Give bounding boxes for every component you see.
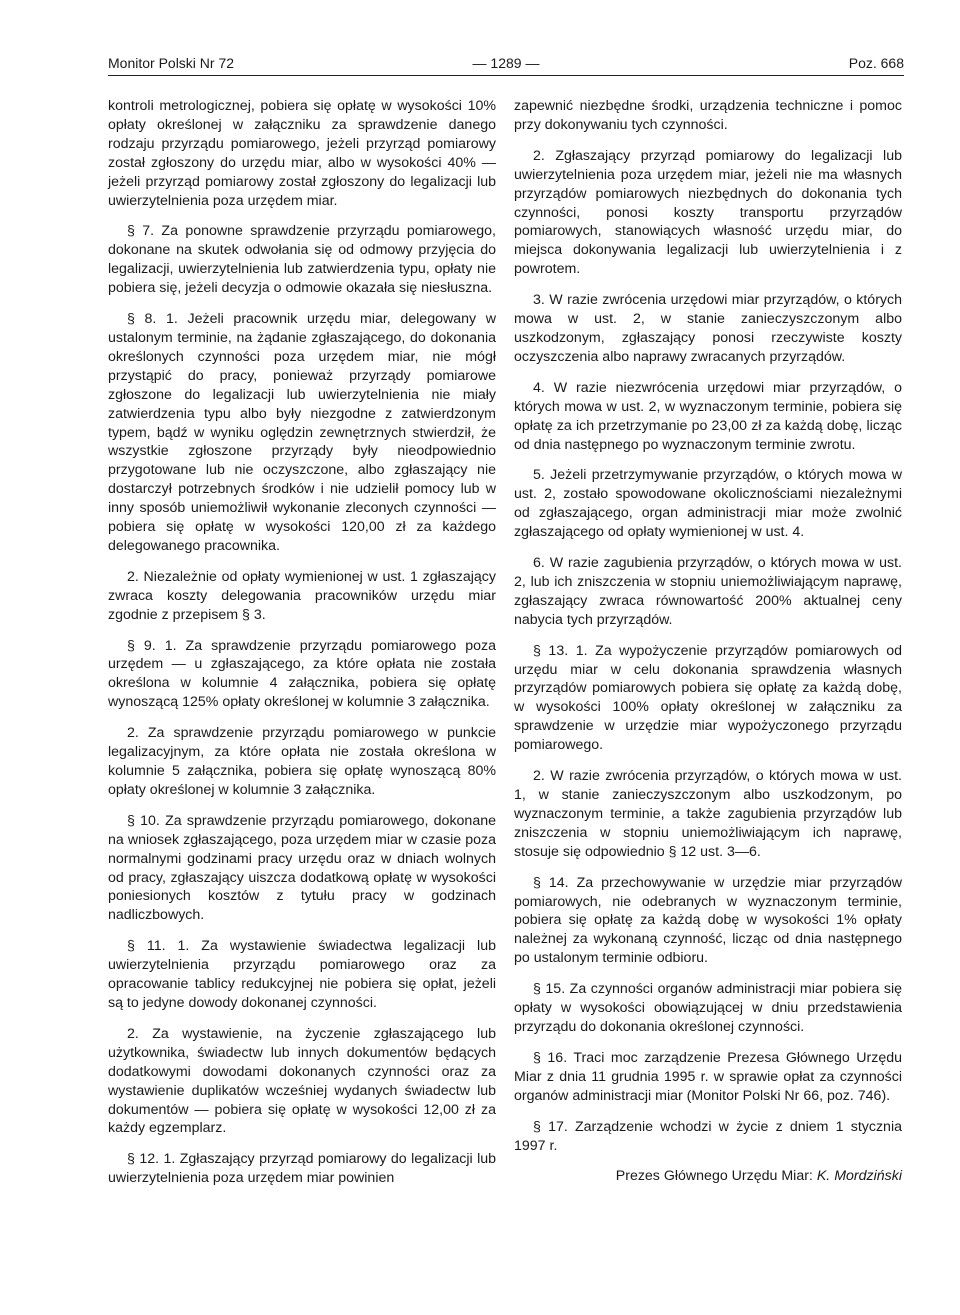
page-number: — 1289 — xyxy=(472,55,540,71)
paragraph: § 10. Za sprawdzenie przyrządu pomiarowego, dokonane na wniosek zgłaszającego, poza urzędem miar w czasie poza normalnymi godzinami pracy urzędu oraz w dniach wolnych od pracy, zgłaszający uiszcza dodatkową opłatę w wysokości poniesionych kosztów z tytułu pracy w godzinach nadliczbowych. xyxy=(108,812,496,924)
paragraph: § 9. 1. Za sprawdzenie przyrządu pomiarowego poza urzędem — u zgłaszającego, za które opłata nie została określona w kolumnie 4 załącznika, pobiera się opłatę wynoszącą 125% opłaty określonej w kolumnie 3 załącznika. xyxy=(108,637,496,711)
paragraph: § 8. 1. Jeżeli pracownik urzędu miar, delegowany w ustalonym terminie, na żądanie zgłaszającego, do dokonania określonych czynności poza urzędem miar, nie mógł przystąpić do pracy, ponieważ przyrządy pomiarowe zgłoszone do legalizacji lub uwierzytelnienia nie miały zatwierdzenia typu albo były niezgodne z zatwierdzonym typem, bądź w wyniku oględzin zewnętrznych stwierdził, że wszystkie zgłoszone przyrządy były nieodpowiednio przygotowane lub nie oczyszczone, albo zgłaszający nie dostarczył potrzebnych środków i nie udzielił pomocy lub w inny sposób uniemożliwił wykonanie zleconych czynności — pobiera się opłatę w wysokości 120,00 zł za każdego delegowanego pracownika. xyxy=(108,311,496,554)
signatory-name: K. Mordziński xyxy=(816,1168,902,1185)
publication-title: Monitor Polski Nr 72 xyxy=(108,55,235,71)
paragraph: 2. Za wystawienie, na życzenie zgłaszającego lub użytkownika, świadectw lub innych dokumentów będących dodatkowymi dowodami dokonanych czynności oraz za wystawienie duplikatów wcześniej wydanych świadectw lub dokumentów — pobiera się opłatę w wysokości 12,00 zł za każdy egzemplarz. xyxy=(108,1025,496,1137)
left-column xyxy=(108,97,496,1200)
signatory-title: Prezes Głównego Urzędu Miar: xyxy=(615,1168,813,1185)
paragraph: 2. Niezależnie od opłaty wymienionej w ust. 1 zgłaszający zwraca koszty delegowania pracowników urzędu miar zgodnie z przepisem § 3. xyxy=(108,568,496,623)
paragraph: 4. W razie niezwrócenia urzędowi miar przyrządów, o których mowa w ust. 2, w wyznaczonym terminie, pobiera się opłatę za ich przetrzymanie po 23,00 zł za każdą dobę, licząc od dnia następnego po wyznaczonym terminie zwrotu. xyxy=(514,379,902,453)
paragraph: zapewnić niezbędne środki, urządzenia techniczne i pomoc przy dokonywaniu tych czynności. xyxy=(514,98,902,133)
paragraph: § 15. Za czynności organów administracji miar pobiera się opłaty w wysokości obowiązującej w dniu przedstawienia przyrządu do dokonania określonej czynności. xyxy=(514,981,902,1035)
item-position: Poz. 668 xyxy=(848,55,904,71)
signature xyxy=(514,1167,902,1186)
paragraph: 5. Jeżeli przetrzymywanie przyrządów, o których mowa w ust. 2, zostało spowodowane okolicznościami niezależnymi od zgłaszającego, organ administracji miar może zwolnić zgłaszającego od opłaty wymienionej w ust. 4. xyxy=(514,467,902,541)
paragraph: § 14. Za przechowywanie w urzędzie miar przyrządów pomiarowych, nie odebranych w wyznaczonym terminie, pobiera się opłatę za każdą dobę w wysokości 1% opłaty należnej za wykonaną czynność, licząc od dnia następnego po ustalonym terminie odbioru. xyxy=(514,874,902,967)
paragraph: kontroli metrologicznej, pobiera się opłatę w wysokości 10% opłaty określonej w załączniku za sprawdzenie danego rodzaju przyrządu pomiarowego, jeżeli przyrząd pomiarowy został zgłoszony do urzędu miar, albo w wysokości 40% — jeżeli przyrząd pomiarowy został zgłoszony do legalizacji lub uwierzytelnienia poza urzędem miar. xyxy=(108,98,496,209)
paragraph: § 13. 1. Za wypożyczenie przyrządów pomiarowych od urzędu miar w celu dokonania sprawdzenia własnych przyrządów pomiarowych pobiera się opłatę za każdą dobę, w wysokości 100% opłaty określonej w załączniku za sprawdzenie w urzędzie miar wypożyczonego przyrządu pomiarowego. xyxy=(514,642,902,754)
paragraph: § 11. 1. Za wystawienie świadectwa legalizacji lub uwierzytelnienia przyrządu pomiarowego oraz za opracowanie tablicy redukcyjnej nie pobiera się opłat, jeżeli są to jedyne dowody dokonanej czynności. xyxy=(108,938,496,1011)
paragraph: § 16. Traci moc zarządzenie Prezesa Głównego Urzędu Miar z dnia 11 grudnia 1995 r. w sprawie opłat za czynności organów administracji miar (Monitor Polski Nr 66, poz. 746). xyxy=(514,1049,902,1104)
page-header xyxy=(108,54,904,74)
right-column xyxy=(514,97,902,1198)
paragraph: 2. Zgłaszający przyrząd pomiarowy do legalizacji lub uwierzytelnienia poza urzędem miar, jeżeli nie ma własnych przyrządów pomiarowych niezbędnych do dokonania tych czynności, ponosi koszty transportu przyrządów pomiarowych, stanowiących własność urzędu miar, do miejsca dokonywania legalizacji lub uwierzytelnienia i z powrotem. xyxy=(514,147,902,278)
paragraph: 3. W razie zwrócenia urzędowi miar przyrządów, o których mowa w ust. 2, w stanie zanieczyszczonym albo uszkodzonym, zgłaszający ponosi rzeczywiste koszty oczyszczenia albo naprawy zwracanych przyrządów. xyxy=(514,292,902,365)
header-rule xyxy=(108,75,904,76)
paragraph: 6. W razie zagubienia przyrządów, o których mowa w ust. 2, lub ich zniszczenia w stopniu uniemożliwiającym naprawę, zgłaszający zwraca równowartość 200% aktualnej ceny nabycia tych przyrządów. xyxy=(514,555,902,628)
paragraph: § 17. Zarządzenie wchodzi w życie z dniem 1 stycznia 1997 r. xyxy=(514,1118,902,1154)
paragraph: 2. Za sprawdzenie przyrządu pomiarowego w punkcie legalizacyjnym, za które opłata nie została określona w kolumnie 5 załącznika, pobiera się opłatę wynoszącą 80% opłaty określonej w kolumnie 3 załącznika. xyxy=(108,725,496,798)
paragraph: 2. W razie zwrócenia przyrządów, o których mowa w ust. 1, w stanie zanieczyszczonym albo uszkodzonym, po wyznaczonym terminie, a także zagubienia przyrządów lub zniszczenia w stopniu uniemożliwiającym ich naprawę, stosuje się odpowiednio § 12 ust. 3—6. xyxy=(514,768,902,860)
paragraph: § 12. 1. Zgłaszający przyrząd pomiarowy do legalizacji lub uwierzytelnienia poza urzędem miar powinien xyxy=(108,1151,496,1187)
paragraph: § 7. Za ponowne sprawdzenie przyrządu pomiarowego, dokonane na skutek odwołania się od odmowy przyjęcia do legalizacji, uwierzytelnienia lub zatwierdzenia typu, opłaty nie pobiera się, jeżeli decyzja o odmowie okazała się niesłuszna. xyxy=(108,223,496,297)
